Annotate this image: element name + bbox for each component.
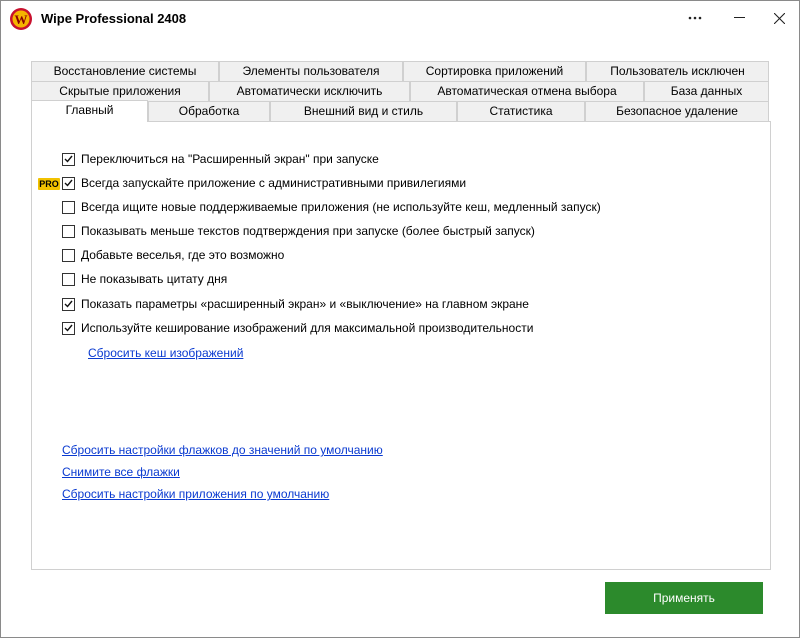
title-bar[interactable]	[1, 1, 799, 37]
tab-statistics[interactable]: Статистика	[457, 101, 585, 121]
app-logo-icon	[9, 7, 33, 31]
tab-database[interactable]: База данных	[644, 81, 769, 101]
more-icon	[688, 16, 702, 20]
option-run-as-admin[interactable]	[62, 174, 466, 192]
option-label: Переключиться на "Расширенный экран" при запуске	[81, 152, 379, 166]
tab-processing[interactable]: Обработка	[148, 101, 270, 121]
option-fewer-confirmations[interactable]	[62, 222, 535, 240]
option-image-caching[interactable]	[62, 319, 533, 337]
option-add-fun[interactable]	[62, 246, 284, 264]
uncheck-all-link[interactable]: Снимите все флажки	[62, 465, 180, 479]
option-label: Не показывать цитату дня	[81, 272, 228, 286]
checkbox[interactable]	[62, 225, 75, 238]
svg-text:W: W	[14, 12, 28, 27]
option-label: Используйте кеширование изображений для максимальной производительности	[81, 321, 534, 335]
option-label: Показать параметры «расширенный экран» и «выключение» на главном экране	[81, 297, 529, 311]
tab-hidden-apps[interactable]: Скрытые приложения	[31, 81, 209, 101]
close-icon	[774, 13, 785, 24]
checkbox[interactable]	[62, 201, 75, 214]
pro-badge: PRO	[39, 179, 59, 189]
option-label: Показывать меньше текстов подтверждения при запуске (более быстрый запуск)	[81, 224, 535, 238]
apply-button[interactable]: Применять	[605, 582, 763, 614]
more-button[interactable]	[673, 1, 717, 35]
tab-secure-delete[interactable]: Безопасное удаление	[585, 101, 769, 121]
checkbox[interactable]	[62, 153, 75, 166]
option-hide-quote[interactable]	[62, 270, 227, 288]
checkmark-icon	[64, 324, 73, 332]
checkmark-icon	[64, 300, 73, 308]
reset-flags-link[interactable]: Сбросить настройки флажков до значений по умолчанию	[62, 443, 383, 457]
close-button[interactable]	[757, 1, 800, 35]
tab-user-excluded[interactable]: Пользователь исключен	[586, 61, 769, 81]
option-label: Добавьте веселья, где это возможно	[81, 248, 285, 262]
tab-main[interactable]: Главный	[31, 100, 148, 122]
checkbox[interactable]	[62, 298, 75, 311]
minimize-icon	[734, 17, 745, 19]
main-panel	[31, 121, 771, 570]
tab-user-items[interactable]: Элементы пользователя	[219, 61, 403, 81]
minimize-button[interactable]	[717, 1, 761, 35]
tab-appearance[interactable]: Внешний вид и стиль	[270, 101, 457, 121]
option-label: Всегда запускайте приложение с административными привилегиями	[81, 176, 467, 190]
checkmark-icon	[64, 155, 73, 163]
tab-auto-deselect[interactable]: Автоматическая отмена выбора	[410, 81, 644, 101]
tab-auto-exclude[interactable]: Автоматически исключить	[209, 81, 410, 101]
checkbox[interactable]	[62, 177, 75, 190]
reset-image-cache-link[interactable]: Сбросить кеш изображений	[88, 346, 244, 360]
checkmark-icon	[64, 179, 73, 187]
checkbox[interactable]	[62, 322, 75, 335]
window-title: Wipe Professional 2408	[41, 11, 187, 26]
option-advanced-screen-startup[interactable]	[62, 150, 379, 168]
checkbox[interactable]	[62, 273, 75, 286]
option-search-new-apps[interactable]	[62, 198, 601, 216]
tab-system-restore[interactable]: Восстановление системы	[31, 61, 219, 81]
checkbox[interactable]	[62, 249, 75, 262]
tab-app-sorting[interactable]: Сортировка приложений	[403, 61, 586, 81]
option-label: Всегда ищите новые поддерживаемые приложения (не используйте кеш, медленный запуск)	[81, 200, 601, 214]
reset-app-settings-link[interactable]: Сбросить настройки приложения по умолчанию	[62, 487, 330, 501]
option-show-screen-shutdown[interactable]	[62, 295, 529, 313]
